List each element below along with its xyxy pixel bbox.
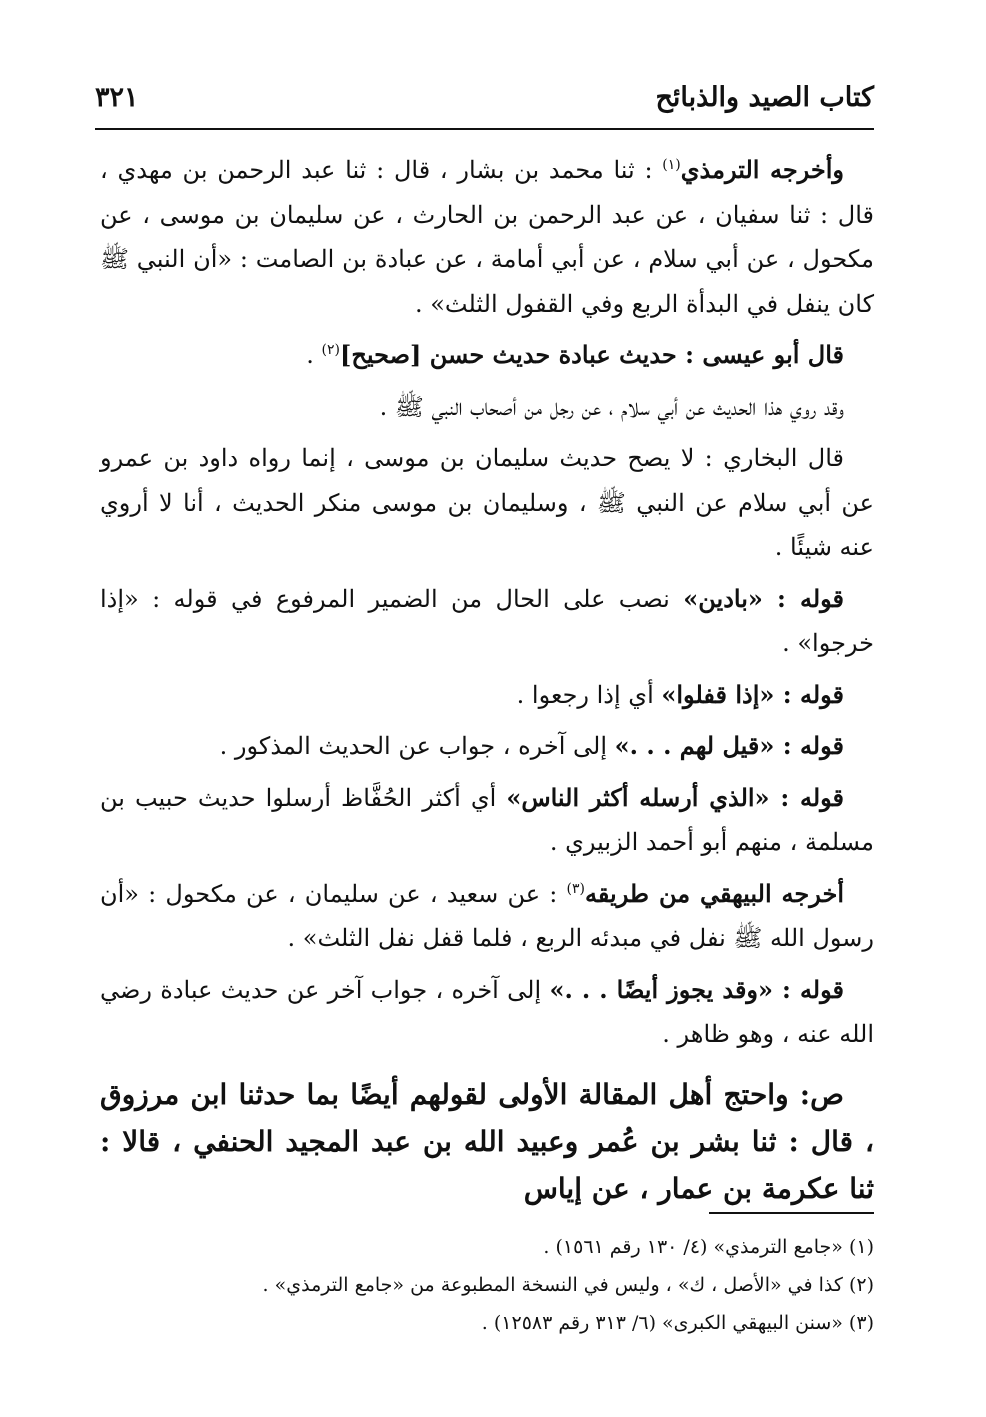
paragraph-text: نصب على الحال من الضمير المرفوع في قوله : «إذا خرجوا» . (100, 584, 874, 657)
paragraph-qila-lahum (100, 724, 874, 769)
footnote-ref[interactable]: (٢) (321, 342, 341, 358)
paragraph-tirmidhi (100, 148, 874, 326)
paragraph-text: : عن سعيد ، عن سليمان ، عن مكحول : «أن رسول الله ﷺ نفل في مبدئه الربع ، فلما قفل نفل الثلث» . (100, 879, 874, 952)
paragraph-lead: قوله : «قيل لهم . . .» (614, 731, 844, 760)
header-rule (95, 128, 874, 130)
footnote-ref[interactable]: (١) (662, 157, 681, 173)
paragraph-text: وقد روي هذا الحديث عن أبي سلام ، عن رجل من أصحاب النبي ﷺ . (379, 392, 844, 421)
paragraph-abu-isa (100, 333, 874, 378)
paragraph-text: : ثنا محمد بن بشار ، قال : ثنا عبد الرحمن بن مهدي ، قال : ثنا سفيان ، عن عبد الرحمن بن الحارث ، عن سليمان بن موسى ، عن مكحول ، عن أبي سلام ، عن أبي أمامة ، عن عبادة بن الصامت : «أن النبي ﷺ كان ينفل في البدأة الربع وفي القفول الثلث» . (100, 156, 874, 318)
paragraph-arsalahu (100, 776, 874, 865)
page-number: ٣٢١ (95, 82, 139, 113)
paragraph-qafalu (100, 673, 874, 718)
paragraph-yajuz (100, 968, 874, 1057)
footnote-1: (١) «جامع الترمذي» (٤/ ١٣٠ رقم ١٥٦١) . (543, 1236, 874, 1258)
paragraph-text: أي أكثر الحُفَّاظ أرسلوا حديث حبيب بن مسلمة ، منهم أبو أحمد الزبيري . (100, 783, 874, 856)
footnote-2: (٢) كذا في «الأصل ، ك» ، وليس في النسخة المطبوعة من «جامع الترمذي» . (262, 1274, 874, 1296)
paragraph-bukhari (100, 436, 874, 570)
paragraph-lead: قوله : «الذي أرسله أكثر الناس» (506, 782, 844, 812)
footnote-rule (709, 1212, 874, 1214)
paragraph-lead: قال أبو عيسى : حديث عبادة حديث حسن [صحيح] (340, 340, 844, 369)
footnote-ref[interactable]: (٣) (566, 880, 585, 897)
paragraph-bayhaqi (100, 872, 874, 961)
paragraph-lead: أخرجه البيهقي من طريقه (585, 878, 845, 908)
paragraph-text: إلى آخره ، جواب آخر عن حديث عبادة رضي الله عنه ، وهو ظاهر . (100, 975, 874, 1048)
paragraph-lead: قوله : «وقد يجوز أيضًا . . .» (549, 974, 844, 1004)
paragraph-badin (100, 577, 874, 666)
paragraph-lead: قوله : «بادين» (683, 583, 845, 613)
paragraph-text: ص: واحتج أهل المقالة الأولى لقولهم أيضًا بما حدثنا ابن مرزوق ، قال : ثنا بشر بن عُمر وعبيد الله بن عبد المجيد الحنفي ، قالا : ثنا عكرمة بن عمار ، عن إياس (100, 1077, 874, 1205)
footnotes (100, 1228, 874, 1342)
paragraph-lead: وأخرجه الترمذي (680, 155, 844, 184)
page-header (95, 78, 874, 130)
paragraph-narration (100, 385, 874, 430)
paragraph-text: قال البخاري : لا يصح حديث سليمان بن موسى ، إنما رواه داود بن عمرو عن أبي سلام عن النبي ﷺ ، وسليمان بن موسى منكر الحديث ، أنا لا أروي عنه شيئًا . (100, 444, 874, 561)
footnote-3: (٣) «سنن البيهقي الكبرى» (٦/ ٣١٣ رقم ١٢٥٨٣) . (481, 1312, 874, 1334)
paragraph-text: . (306, 341, 322, 369)
running-title: كتاب الصيد والذبائح (655, 82, 874, 113)
paragraph-text: أي إذا رجعوا . (516, 680, 662, 709)
paragraph-text: إلى آخره ، جواب عن الحديث المذكور . (219, 732, 615, 760)
paragraph-sad-text (100, 1071, 874, 1212)
paragraph-lead: قوله : «إذا قفلوا» (661, 679, 844, 709)
main-text (100, 148, 874, 1212)
